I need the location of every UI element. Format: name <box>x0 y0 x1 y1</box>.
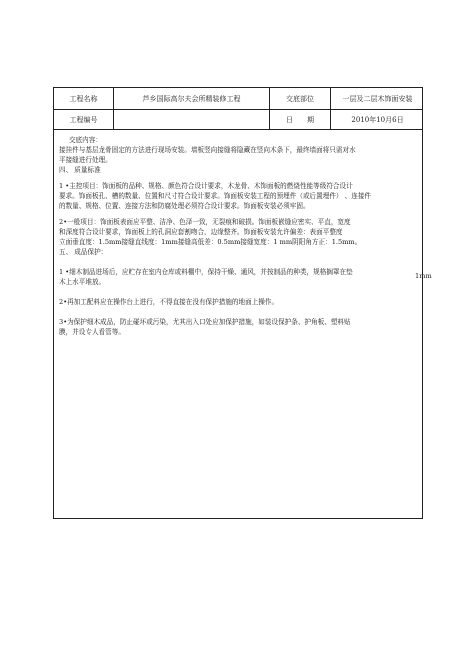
header-row-1 <box>54 88 422 110</box>
flatness-value: 1mm <box>415 272 432 280</box>
content-line: 1 •细木制品进场后，应贮存在室内仓库或料棚中，保持干燥、通风，并按制品的种类，规格搁罩在垫 <box>59 268 353 276</box>
project-name-label: 工程名称 <box>54 88 114 109</box>
header-row-2 <box>54 110 422 130</box>
disclosure-area-label: 交底部位 <box>270 88 331 109</box>
project-name-value: 芦乡国际高尔夫会所精装修工程 <box>114 88 270 109</box>
content-line: 1 •主控项目：饰面板的品种、规格、颜色符合设计要求，木龙骨、木饰面板的燃烧性能等级符合设计 <box>59 182 353 190</box>
content-line: 2•一般项目：饰面板表面应平整、洁净、色泽一致，无裂痕和破损。饰面板嵌缝应密实、平直，宽度 <box>59 218 351 226</box>
section-heading-quality: 四、 质量标准 <box>59 166 101 174</box>
disclosure-content <box>59 135 415 337</box>
section-heading-protection: 五、 成品保护： <box>59 248 108 256</box>
disclosure-area-value: 一层及二层木饰面安装 <box>342 94 413 103</box>
content-line: 和深度符合设计要求，饰面板上的孔洞应套割吻合，边缘整齐。饰面板安装允许偏差：表面平整度 <box>59 228 343 236</box>
project-number-label: 工程编号 <box>54 110 114 129</box>
content-line: 2•再加工配料应在操作台上进行，不得直接在没有保护措施的地面上操作。 <box>59 298 279 306</box>
content-line: 3•为保护细木成品，防止碰坏或污染，尤其出入口处应加保护措施，如装设保护条、护角板、塑料贴 <box>59 318 351 326</box>
content-line: 平接缝进行处理。 <box>59 156 112 164</box>
disclosure-form <box>53 87 432 519</box>
content-heading: 交底内容： <box>69 136 102 144</box>
content-line: 要求。饰面板孔、槽的数量、位置和尺寸符合设计要求。饰面板安装工程的预埋件（或后置埋件） 、连接件 <box>59 192 372 200</box>
content-line: 的数量、规格、位置、连接方法和防腐处理必须符合设计要求。饰面板安装必须牢固。 <box>59 202 310 210</box>
content-line: 膜，并设专人看管等。 <box>59 328 125 336</box>
content-line: 木上水平堆放。 <box>59 278 106 286</box>
content-line: 立面垂直度：1.5mm接缝直线度：1mm接缝高低差：0.5mm接缝宽度：1 mm阴阳角方正：1.5mm。 <box>59 238 362 246</box>
date-label: 日 期 <box>270 110 331 129</box>
project-number-value <box>114 110 270 129</box>
content-line: 接挂件与基层龙骨固定的方法进行现场安装。墙板竖向接缝将隐藏在竖向木条下，最终墙面将只需对水 <box>59 146 356 154</box>
date-value: 2010年10月6日 <box>351 115 404 124</box>
